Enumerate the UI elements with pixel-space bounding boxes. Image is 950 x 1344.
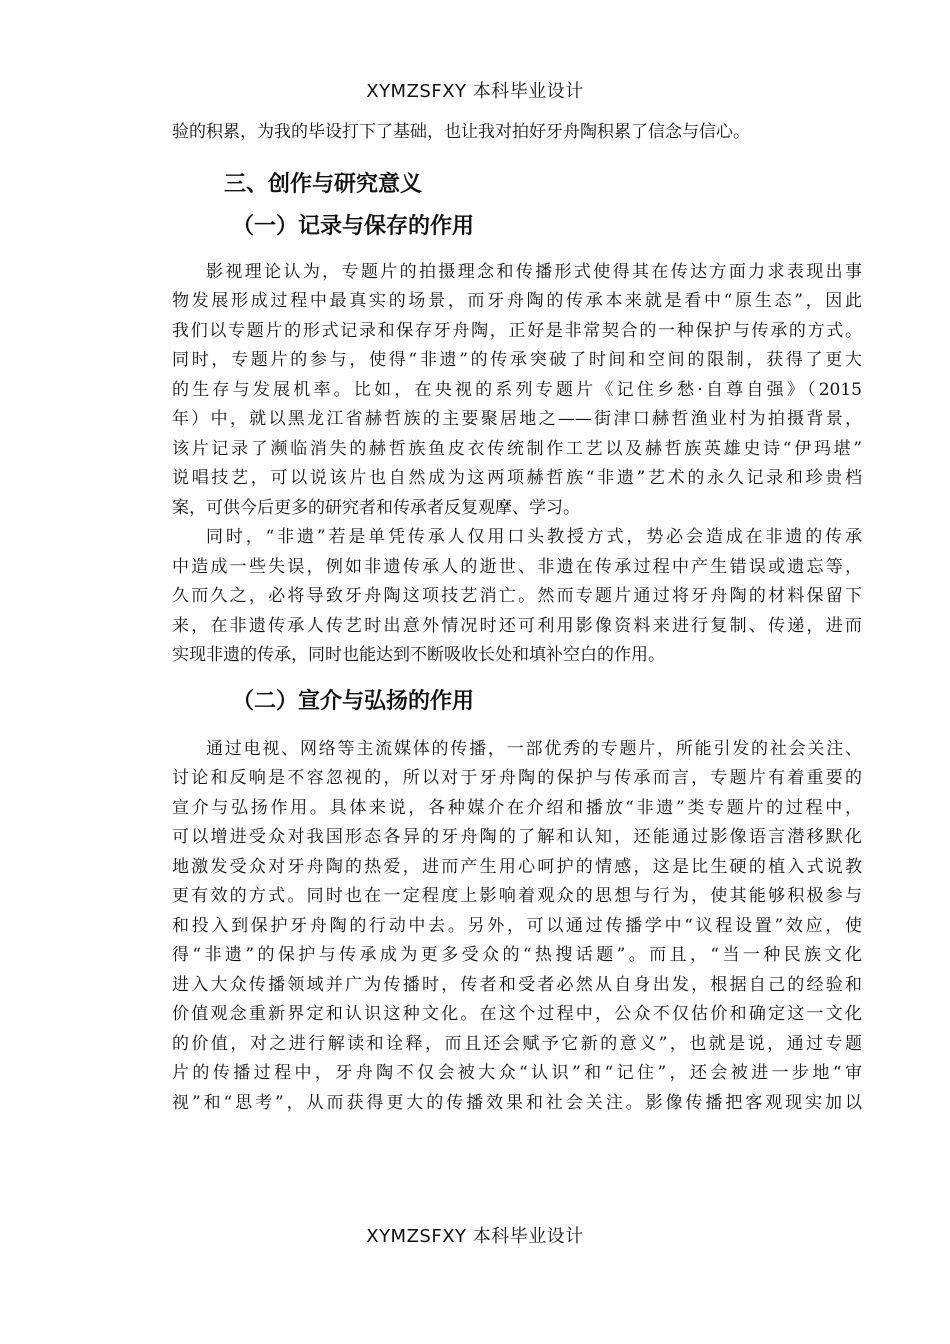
text-line: 可以增进受众对我国形态各异的牙舟陶的了解和认知，还能通过影像语言潜移默化 [172,827,862,847]
text-line: 视”和“思考”，从而获得更大的传播效果和社会关注。影像传播把客观现实加以 [172,1092,862,1113]
text-line: 和投入到保护牙舟陶的行动中去。另外，可以通过传播学中“议程设置”效应，使 [172,915,862,936]
text-line: 地激发受众对牙舟陶的热爱，进而产生用心呵护的情感，这是比生硬的植入式说教 [172,856,862,877]
text-line: 久而久之，必将导致牙舟陶这项技艺消亡。然而专题片通过将牙舟陶的材料保留下 [172,586,862,606]
text-line: 说唱技艺，可以说该片也自然成为这两项赫哲族“非遗”艺术的永久记录和珍贵档 [172,468,862,488]
text-line: 得“非遗”的保护与传承成为更多受众的“热搜话题”。而且，“当一种民族文化 [172,945,862,965]
paragraph-record-2 [172,523,862,671]
text-line: 价值观念重新界定和认识这种文化。在这个过程中，公众不仅估价和确定这一文化 [172,1004,862,1024]
text-line: 我们以专题片的形式记录和保存牙舟陶，正好是非常契合的一种保护与传承的方式。 [172,320,862,341]
intro-paragraph [172,118,862,148]
section-title: 三、创作与研究意义 [224,171,423,197]
document-body [172,118,862,1118]
text-line: 年）中，就以黑龙江省赫哲族的主要聚居地之——街津口赫哲渔业村为拍摄背景， [172,409,862,429]
text-line: 中造成一些失误，例如非遗传承人的逝世、非遗在传承过程中产生错误或遗忘等， [172,556,862,577]
page-footer: XYMZSFXY 本科毕业设计 [366,1226,584,1247]
text-line: 实现非遗的传承，同时也能达到不断吸收长处和填补空白的作用。 [172,645,665,665]
text-line: 来，在非遗传承人传艺时出意外情况时还可利用影像资料来进行复制、传递，进而 [172,615,862,636]
paragraph-record-1 [172,258,862,524]
text-line: 通过电视、网络等主流媒体的传播，一部优秀的专题片，所能引发的社会关注、 [206,738,862,759]
text-line: 片的传播过程中，牙舟陶不仅会被大众“认识”和“记住”，还会被进一步地“审 [172,1063,862,1083]
text-line: 更有效的方式。同时也在一定程度上影响着观众的思想与行为，使其能够积极参与 [172,886,862,906]
text-line: 宣介与弘扬作用。具体来说，各种媒介在介绍和播放“非遗”类专题片的过程中， [172,797,862,818]
text-line: 验的积累，为我的毕设打下了基础，也让我对拍好牙舟陶积累了信念与信心。 [172,122,750,142]
text-line: 同时，“非遗”若是单凭传承人仅用口头教授方式，势必会造成在非遗的传承 [206,527,862,547]
text-line: 进入大众传播领域并广为传播时，传者和受者必然从自身出发，根据自己的经验和 [172,974,862,995]
text-line: 讨论和反响是不容忽视的，所以对于牙舟陶的保护与传承而言，专题片有着重要的 [172,768,862,788]
page-header: XYMZSFXY 本科毕业设计 [366,81,584,102]
text-line: 的生存与发展机率。比如，在央视的系列专题片《记住乡愁·自尊自强》（2015 [172,379,862,400]
text-line: 该片记录了濒临消失的赫哲族鱼皮衣传统制作工艺以及赫哲族英雄史诗“伊玛堪” [172,438,862,459]
text-line: 的价值，对之进行解读和诠释，而且还会赋予它新的意义”，也就是说，通过专题 [172,1033,862,1054]
text-line: 影视理论认为，专题片的拍摄理念和传播形式使得其在传达方面力求表现出事 [206,261,862,282]
subsection-title-promote: （二）宣介与弘扬的作用 [232,688,475,714]
subsection-title-record: （一）记录与保存的作用 [232,213,475,239]
paragraph-promote-1 [172,735,862,1119]
text-line: 同时，专题片的参与，使得“非遗”的传承突破了时间和空间的限制，获得了更大 [172,350,862,370]
text-line: 物发展形成过程中最真实的场景，而牙舟陶的传承本来就是看中“原生态”，因此 [172,291,862,311]
text-line: 案，可供今后更多的研究者和传承者反复观摩、学习。 [172,497,580,518]
